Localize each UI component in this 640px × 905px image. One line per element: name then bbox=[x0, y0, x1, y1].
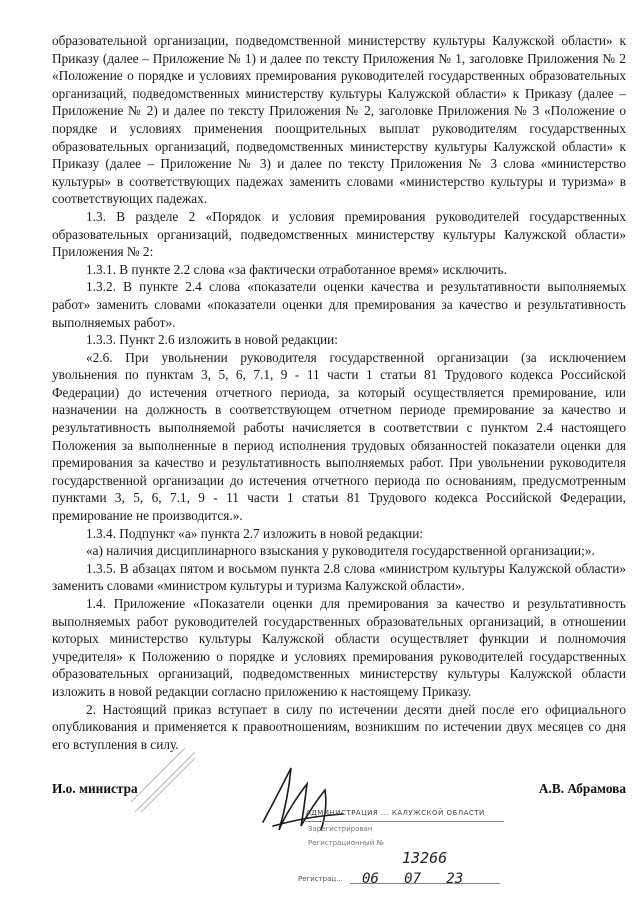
paragraph-1-3-2: 1.3.2. В пункте 2.4 слова «показатели оценки качества и результативности выполняемых работ» заменить словами «показатели оценки для премирования за качество и результативность выполняемых работ». bbox=[52, 279, 626, 330]
paragraph-1-3-1: 1.3.1. В пункте 2.2 слова «за фактически отработанное время» исключить. bbox=[86, 261, 507, 277]
paragraph-subpoint-a: «а) наличия дисциплинарного взыскания у руководителя государственной организации;». bbox=[86, 543, 595, 559]
paragraph-1-3-4: 1.3.4. Подпункт «а» пункта 2.7 изложить в новой редакции: bbox=[86, 525, 424, 541]
diagonal-stamp-mark bbox=[125, 742, 205, 822]
signatory-position: И.о. министра bbox=[52, 781, 138, 796]
paragraph-2: 2. Настоящий приказ вступает в силу по истечении десяти дней после его официального опубликования и применяется к правоотношениям, возникшим по истечении двух месяцев со дня его вступления в силу. bbox=[52, 701, 626, 752]
stamp-divider bbox=[304, 821, 504, 822]
paragraph-2-6-quote: «2.6. При увольнении руководителя государственной организации (за исключением увольнения по пунктам 3, 5, 6, 7.1, 9 - 11 части 1 статьи 81 Трудового кодекса Российской Федерации) до истечения отчетного периода, за который осуществляется премирование, или назначении на должность в соответствующем отчетном периоде премирование за качество и результативность выполняемой работы начисляется в соответствии с пунктом 2.4 настоящего Положения за выполненные в период исполнения трудовых обязанностей показатели оценки для премирования за качество и результативность выполняемых работ. При увольнении руководителя государственной организации до истечения отчетного периода по основаниям, предусмотренным пунктами 3, 5, 6, 7.1, 9 - 11 части 1 статьи 81 Трудового кодекса Российской Федерации, премирование не производится.». bbox=[52, 349, 626, 524]
paragraph-1-3-3: 1.3.3. Пункт 2.6 изложить в новой редакции: bbox=[86, 332, 338, 348]
registration-stamp bbox=[290, 795, 520, 895]
paragraph-1-3-5: 1.3.5. В абзацах пятом и восьмом пункта 2.8 слова «министром культуры Калужской области» заменить словами «министром культуры и туризма Калужской области». bbox=[52, 560, 626, 594]
paragraph-1-3: 1.3. В разделе 2 «Порядок и условия премирования руководителей государственных образовательных организаций, подведомственных министерству культуры Калужской области» Приложения № 2: bbox=[52, 208, 626, 260]
stamp-line-number: Регистрационный № bbox=[308, 839, 384, 847]
registration-number: 13266 bbox=[402, 849, 448, 867]
signatory-name: А.В. Абрамова bbox=[538, 781, 626, 796]
paragraph-1-4: 1.4. Приложение «Показатели оценки для премирования за качество и результативность выполняемых работ руководителей государственных образовательных организаций, в отношении которых министерство культуры Калужской области осуществляет функции и полномочия учредителя» к Положению о порядке и условиях премирования руководителей государственных образовательных организаций, подведомственных министерству культуры Калужской области изложить в новой редакции согласно приложению к настоящему Приказу. bbox=[52, 596, 626, 699]
stamp-line-registered: Зарегистрирован bbox=[308, 825, 373, 833]
registration-date: 06 07 23 bbox=[362, 871, 464, 887]
paragraph-continuation: образовательной организации, подведомственной министерству культуры Калужской области» к Приказу (далее – Приложение № 1) и далее по тексту Приложения № 1, заголовке Приложения № 2 «Положение о порядке и условиях премирования руководителей государственных образовательных организаций, подведомственных министерству культуры Калужской области» к Приказу (далее – Приложение № 2) и далее по тексту Приложения № 2, заголовке Приложения № 3 «Положение о порядке и условиях применения поощрительных выплат руководителям государственных образовательных организаций, подведомственных министерству культуры Калужской области» к Приказу (далее – Приложение № 3) и далее по тексту Приложения № 3 слова «министерство культуры» в соответствующих падежах заменить словами «министерство культуры и туризма» в соответствующих падежах. bbox=[52, 33, 626, 207]
stamp-label: Регистрац... bbox=[298, 875, 343, 883]
document-body bbox=[52, 32, 626, 753]
stamp-header: АДМИНИСТРАЦИЯ ... КАЛУЖСКОЙ ОБЛАСТИ bbox=[306, 809, 485, 817]
